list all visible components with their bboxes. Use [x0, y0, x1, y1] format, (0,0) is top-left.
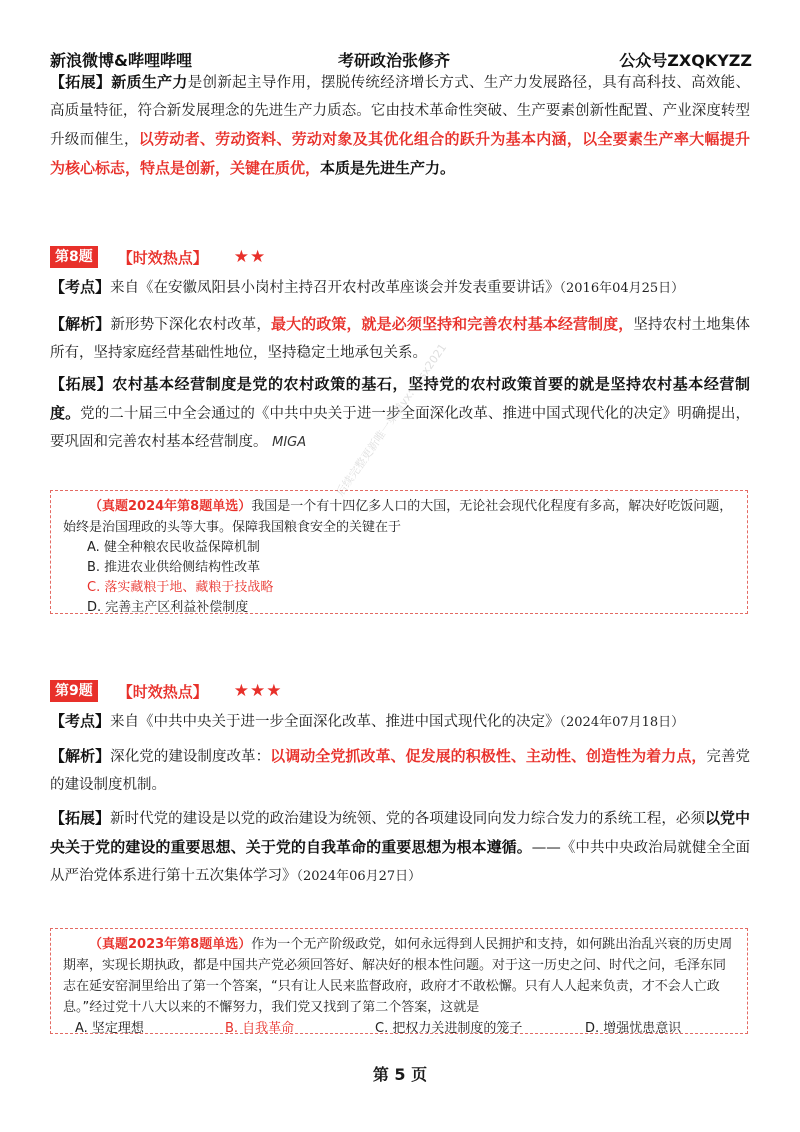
q9-kaodian — [50, 707, 750, 737]
q8-jiexi-text2: 坚持农村土地集体所有，坚持家庭经营基础性地位，坚持稳定土地承包关系。 — [50, 317, 750, 361]
q9-options-row — [63, 1018, 735, 1039]
q9-tuozhan-bold: 以党中央关于党的建设的重要思想、关于党的自我革命的重要思想为根本遵循。 — [50, 809, 750, 856]
q8-option-c-correct: C. 落实藏粮于地、藏粮于技战略 — [87, 580, 274, 595]
q8-exam-box — [50, 490, 748, 614]
page-number: 第 5 页 — [372, 1065, 428, 1084]
intro-red-text: 以劳动者、劳动资料、劳动对象及其优化组合的跃升为基本内涵，以全要素生产率大幅提升为核心标志，特点是创新，关键在质优， — [50, 130, 750, 177]
q9-option-d: D. 增强忧患意识 — [585, 1021, 682, 1036]
q9-badge: 第9题 — [50, 680, 98, 702]
intro-label: 【拓展】 — [50, 73, 112, 91]
q8-exam-source: （真题2024年第8题单选） — [89, 499, 252, 514]
q9-option-c: C. 把权力关进制度的笼子 — [375, 1021, 523, 1036]
q9-jiexi-text: 完善党的建设制度机制。 — [50, 749, 750, 793]
intro-bold-term: 新质生产力 — [111, 73, 188, 91]
q9-option-b-correct: B. 自我革命 — [225, 1021, 295, 1036]
q8-tuozhan-label: 【拓展】 — [50, 375, 113, 393]
q9-tuozhan-text1: 新时代党的建设是以党的政治建设为统领、党的各项建设同向发力综合发力的系统工程，必须 — [110, 811, 705, 827]
q9-tuozhan-text2: ——《中共中央政治局就健全全面从严治党体系进行第十五次集体学习》 — [50, 840, 750, 884]
intro-text: 是创新起主导作用，摆脱传统经济增长方式、生产力发展路径，具有高科技、高效能、高质量特征，符合新发展理念的先进生产力质态。它由技术革命性突破、生产要素创新性配置、产业深度转型升级而催生， — [50, 75, 750, 148]
q8-jiexi-text1: 新形势下深化农村改革， — [110, 317, 271, 333]
header-author: 考研政治张修齐 — [338, 51, 451, 70]
q8-jiexi-red: 最大的政策，就是必须坚持和完善农村基本经营制度， — [270, 315, 634, 333]
q9-jiexi-red: 以调动全党抓改革、促发展的积极性、主动性、创造性为着力点， — [270, 747, 707, 765]
q9-kaodian-date: （2024年07月18日） — [559, 715, 685, 730]
q9-exam-stem — [63, 934, 735, 1018]
header-weibo-bilibili: 新浪微博&哔哩哔哩 — [50, 51, 192, 70]
q9-jiexi-label: 【解析】 — [50, 747, 111, 765]
q9-kaodian-text: 来自《中共中央关于进一步全面深化改革、推进中国式现代化的决定》 — [110, 714, 560, 730]
q8-kaodian-label: 【考点】 — [50, 278, 111, 296]
q8-tuozhan-bold: 农村基本经营制度是党的农村政策的基石，坚持党的农村政策首要的就是坚持农村基本经营制度。 — [50, 375, 750, 422]
q8-jiexi-label: 【解析】 — [50, 315, 111, 333]
q9-kaodian-label: 【考点】 — [50, 712, 111, 730]
q8-stars: ★★ — [233, 247, 267, 267]
q8-exam-stem — [63, 496, 735, 538]
intro-bold-conclusion: 本质是先进生产力。 — [320, 159, 456, 177]
q8-tuozhan-mark: MIGA — [272, 435, 307, 450]
q9-jiexi-bold: 深化党的建设制度改革： — [110, 749, 271, 765]
q8-jiexi — [50, 310, 750, 367]
q9-option-a: A. 坚定理想 — [75, 1021, 144, 1036]
q9-exam-source: （真题2023年第8题单选） — [89, 937, 252, 952]
q8-tuozhan-text: 党的二十届三中全会通过的《中共中央关于进一步全面深化改革、推进中国式现代化的决定》明确提出，要巩固和完善农村基本经营制度。 — [50, 406, 750, 450]
header-wechat-account: 公众号ZXQKYZZ — [619, 51, 752, 70]
q8-heading — [50, 246, 266, 268]
q9-jiexi — [50, 742, 750, 799]
q8-tag: 【时效热点】 — [117, 248, 208, 267]
q9-heading — [50, 680, 283, 702]
intro-expansion — [50, 68, 750, 183]
q8-option-a: A. 健全种粮农民收益保障机制 — [87, 540, 260, 555]
q8-kaodian — [50, 273, 750, 303]
watermark: 后续完整更新唯一渠道vx: kysx2021 — [333, 341, 450, 499]
q9-tag: 【时效热点】 — [117, 682, 208, 701]
q8-option-d: D. 完善主产区利益补偿制度 — [87, 600, 249, 615]
q8-exam-question: 我国是一个有十四亿多人口的大国，无论社会现代化程度有多高，解决好吃饭问题，始终是治国理政的头等大事。保障我国粮食安全的关键在于 — [63, 499, 733, 535]
q9-tuozhan-label: 【拓展】 — [50, 809, 111, 827]
q9-tuozhan — [50, 804, 750, 891]
q8-kaodian-text: 来自《在安徽凤阳县小岗村主持召开农村改革座谈会并发表重要讲话》 — [110, 280, 560, 296]
q9-exam-box — [50, 928, 748, 1034]
q8-badge: 第8题 — [50, 246, 98, 268]
q9-stars: ★★★ — [233, 681, 283, 701]
q8-kaodian-date: （2016年04月25日） — [559, 281, 685, 296]
q9-tuozhan-date: （2024年06月27日） — [296, 869, 422, 884]
q9-exam-question: 作为一个无产阶级政党，如何永远得到人民拥护和支持，如何跳出治乱兴衰的历史周期率，实现长期执政，都是中国共产党必须回答好、解决好的根本性问题。对于这一历史之问、时代之问，毛泽东同志在延安窑洞里给出了第一个答案，“只有让人民来监督政府，政府才不敢松懈。只有人人起来负责，才不会人亡政息。”经过党十八大以来的不懈努力，我们党又找到了第二个答案，这就是 — [63, 937, 733, 1015]
q8-option-b: B. 推进农业供给侧结构性改革 — [87, 560, 261, 575]
